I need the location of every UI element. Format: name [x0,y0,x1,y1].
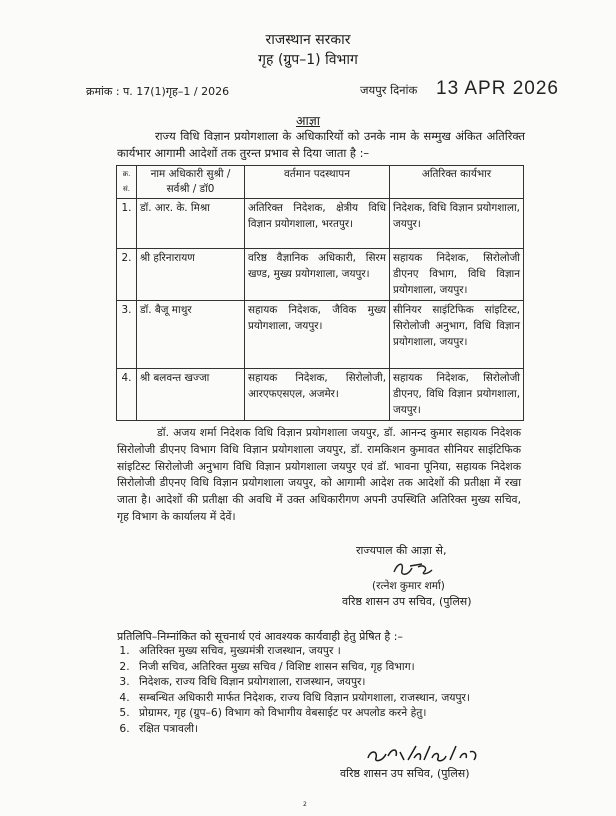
page-number: 2 [303,801,307,808]
header-name: नाम अधिकारी सुश्री / सर्वश्री / डॉ0 [137,166,245,199]
list-item: 2. निजी सचिव, अतिरिक्त मुख्य सचिव / विशिष्ट शासन सचिव, गृह विभाग। [133,659,543,675]
table-row [117,199,524,249]
signatory-designation: वरिष्ठ शासन उप सचिव, (पुलिस) [342,595,472,608]
row-serial: 3. [117,301,137,369]
row-serial: 2. [117,249,137,301]
row-name: डॉ. आर. के. मिश्रा [137,199,245,249]
header-current-posting: वर्तमान पदस्थापन [245,166,390,199]
signatory-name: (रत्नेश कुमार शर्मा) [372,580,445,592]
header-additional-charge: अतिरिक्त कार्यभार [390,166,524,199]
signature-mark [388,558,448,580]
table-row [117,249,524,301]
table-row [117,369,524,421]
row-serial: 4. [117,369,137,421]
intro-text: राज्य विधि विज्ञान प्रयोगशाला के अधिकारियों को उनके नाम के सम्मुख अंकित अतिरिक्त कार्यभार आगामी आदेशों तक तुरन्त प्रभाव से दिया जाता है :– [117,129,525,160]
list-item: 4. सम्बन्धित अधिकारी मार्फत निदेशक, राज्य विधि विज्ञान प्रयोगशाला, राजस्थान, जयपुर। [133,690,543,706]
list-item: 3. निदेशक, राज्य विधि विज्ञान प्रयोगशाला, राजस्थान, जयपुर। [133,674,543,690]
second-signatory-designation: वरिष्ठ शासन उप सचिव, (पुलिस) [340,767,470,780]
government-name: राजस्थान सरकार [265,32,351,48]
list-item: 6. रक्षित पत्रावली। [133,721,543,737]
row-additional-charge: निदेशक, विधि विज्ञान प्रयोगशाला, जयपुर। [390,199,524,249]
by-order-line: राज्यपाल की आज्ञा से, [356,544,447,557]
row-name: डॉ. बैजू माथुर [137,301,245,369]
date-stamp: 13 APR 2026 [436,78,559,99]
row-name: श्री हरिनारायण [137,249,245,301]
row-additional-charge: सीनियर साइंटिफिक सांइटिस्ट, सिरोलोजी अनुभाग, विधि विज्ञान प्रयोगशाला, जयपुर। [390,301,524,369]
place-date-label: जयपुर दिनांक [360,83,418,97]
row-additional-charge: सहायक निदेशक, सिरोलोजी डीएनए, विधि विज्ञान प्रयोगशाला, जयपुर। [390,369,524,421]
header-serial: क्र. सं. [117,166,137,199]
list-item: 1. अतिरिक्त मुख्य सचिव, मुख्यमंत्री राजस्थान, जयपुर । [133,643,543,659]
table-header-row [117,166,524,199]
assignment-table [116,165,524,421]
reference-number: क्रमांक : प. 17(1)गृह–1 / 2026 [86,85,230,98]
row-current-posting: सहायक निदेशक, सिरोलोजी, आरएफएसएल, अजमेर। [245,369,390,421]
copy-to-list [113,643,543,736]
row-additional-charge: सहायक निदेशक, सिरोलोजी डीएनए विभाग, विधि विज्ञान प्रयोगशाला, जयपुर। [390,249,524,301]
table-row [117,301,524,369]
copy-to-heading: प्रतिलिपि–निम्नांकित को सूचनार्थ एवं आवश्यक कार्यवाही हेतु प्रेषित है :– [117,630,403,643]
row-serial: 1. [117,199,137,249]
row-current-posting: अतिरिक्त निदेशक, क्षेत्रीय विधि विज्ञान प्रयोगशाला, भरतपुर। [245,199,390,249]
handwritten-signature-date [364,742,484,766]
order-title: आज्ञा [295,113,321,128]
list-item: 5. प्रोग्रामर, गृह (ग्रुप–6) विभाग को विभागीय वेबसाईट पर अपलोड करने हेतु। [133,705,543,721]
row-current-posting: वरिष्ठ वैज्ञानिक अधिकारी, सिरम खण्ड, मुख्य प्रयोगशाला, जयपुर। [245,249,390,301]
row-current-posting: सहायक निदेशक, जैविक मुख्य प्रयोगशाला, जयपुर। [245,301,390,369]
department-name: गृह (ग्रुप–1) विभाग [258,52,358,68]
waiting-orders-paragraph: डॉ. अजय शर्मा निदेशक विधि विज्ञान प्रयोगशाला जयपुर, डॉ. आनन्द कुमार सहायक निदेशक सिरोलोजी डीएनए विभाग विधि विज्ञान प्रयोगशाला जयपुर, डॉ. रामकिशन कुमावत सीनियर साइंटिफिक सांइटिस्ट सिरोलोजी अनुभाग विधि विज्ञान प्रयोगशाला जयपुर एवं डॉ. भावना पूनिया, सहायक निदेशक सिरोलोजी डीएनए विधि विज्ञान प्रयोगशाला जयपुर, को आगामी आदेश तक आदेशों की प्रतीक्षा में रखा जाता है। आदेशों की प्रतीक्षा की अवधि में उक्त अधिकारीगण अपनी उपस्थिति अतिरिक्त मुख्य सचिव, गृह विभाग के कार्यालय में देवें। [117,426,521,523]
row-name: श्री बलवन्त खज्जा [137,369,245,421]
